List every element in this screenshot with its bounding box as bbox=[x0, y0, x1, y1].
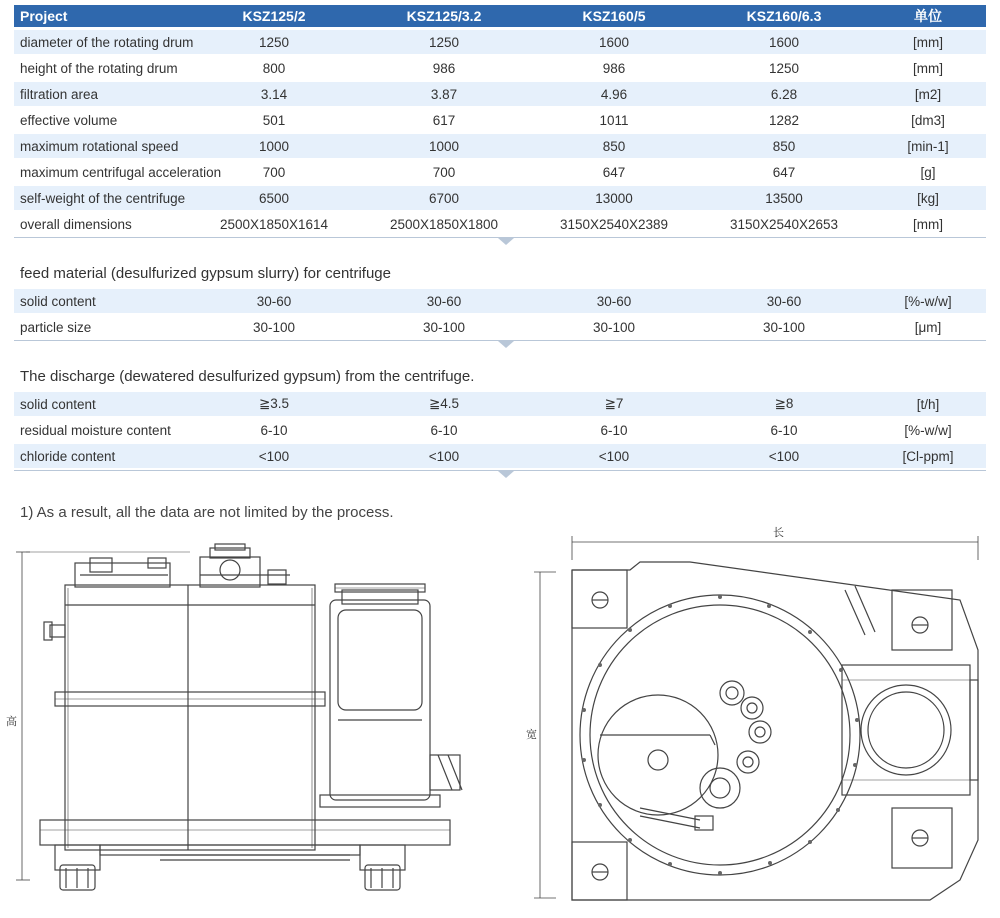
header-unit: 单位 bbox=[914, 8, 942, 24]
cell-value: 1250 bbox=[428, 34, 460, 50]
table-row bbox=[14, 160, 986, 184]
cell-unit: [t/h] bbox=[916, 396, 940, 412]
cell-value: 501 bbox=[262, 112, 286, 128]
cell-value: 6-10 bbox=[430, 422, 458, 438]
table-row bbox=[14, 186, 986, 210]
row-label: self-weight of the centrifuge bbox=[20, 190, 186, 206]
table-row bbox=[14, 418, 986, 442]
cell-unit: [m2] bbox=[914, 86, 942, 102]
table-row bbox=[14, 315, 986, 339]
cell-value: 2500X1850X1614 bbox=[219, 216, 329, 232]
length-dimension-label: 长 bbox=[773, 526, 784, 539]
cell-value: 850 bbox=[772, 138, 796, 154]
divider-arrow bbox=[498, 341, 514, 348]
cell-value: ≧7 bbox=[604, 396, 624, 411]
cell-value: 3150X2540X2653 bbox=[729, 216, 839, 232]
cell-value: 6500 bbox=[258, 190, 290, 206]
header-model-4: KSZ160/6.3 bbox=[746, 8, 822, 24]
cell-value: 30-60 bbox=[426, 293, 462, 309]
header-model-1: KSZ125/2 bbox=[242, 8, 306, 24]
cell-value: 30-60 bbox=[596, 293, 632, 309]
cell-value: ≧8 bbox=[774, 396, 794, 411]
cell-value: <100 bbox=[768, 448, 800, 464]
cell-value: 647 bbox=[602, 164, 626, 180]
height-dimension-label: 高 bbox=[6, 715, 17, 728]
cell-value: 1600 bbox=[768, 34, 800, 50]
cell-unit: [%-w/w] bbox=[904, 293, 952, 309]
cell-value: 986 bbox=[602, 60, 626, 76]
cell-value: <100 bbox=[428, 448, 460, 464]
cell-value: 30-100 bbox=[422, 319, 466, 335]
divider-arrow bbox=[498, 238, 514, 245]
row-label: effective volume bbox=[20, 112, 118, 128]
cell-unit: [dm3] bbox=[911, 112, 945, 128]
row-label: residual moisture content bbox=[20, 422, 171, 438]
centrifuge-plan-view-drawing bbox=[520, 520, 1000, 918]
table-row bbox=[14, 289, 986, 313]
cell-value: 700 bbox=[262, 164, 286, 180]
width-dimension-label: 宽 bbox=[526, 728, 537, 741]
footnote: 1) As a result, all the data are not limited by the process. bbox=[20, 504, 394, 521]
row-label: particle size bbox=[20, 319, 92, 335]
cell-unit: [μm] bbox=[914, 319, 942, 335]
row-label: maximum centrifugal acceleration bbox=[20, 164, 222, 180]
cell-unit: [Cl-ppm] bbox=[902, 448, 954, 464]
cell-value: 30-60 bbox=[766, 293, 802, 309]
cell-value: 1011 bbox=[599, 112, 629, 128]
cell-value: 1600 bbox=[598, 34, 630, 50]
table-row bbox=[14, 134, 986, 158]
cell-value: 6-10 bbox=[260, 422, 288, 438]
cell-value: 13000 bbox=[595, 190, 633, 206]
cell-value: 1282 bbox=[768, 112, 800, 128]
table-row bbox=[14, 82, 986, 106]
row-label: solid content bbox=[20, 396, 96, 412]
centrifuge-side-view-drawing bbox=[0, 530, 500, 918]
divider-arrow bbox=[498, 471, 514, 478]
cell-value: 30-100 bbox=[252, 319, 296, 335]
cell-value: 4.96 bbox=[600, 86, 628, 102]
cell-value: 3.87 bbox=[430, 86, 458, 102]
cell-value: 800 bbox=[262, 60, 286, 76]
cell-value: 6-10 bbox=[600, 422, 628, 438]
cell-value: 6.28 bbox=[770, 86, 798, 102]
cell-value: 6700 bbox=[428, 190, 460, 206]
cell-value: 850 bbox=[602, 138, 626, 154]
table-row bbox=[14, 108, 986, 132]
row-label: chloride content bbox=[20, 448, 116, 464]
cell-value: 1250 bbox=[258, 34, 290, 50]
table-row bbox=[14, 444, 986, 468]
cell-unit: [%-w/w] bbox=[904, 422, 952, 438]
cell-value: 30-100 bbox=[592, 319, 636, 335]
row-label: diameter of the rotating drum bbox=[20, 34, 194, 50]
table-row bbox=[14, 392, 986, 416]
header-project: Project bbox=[20, 8, 68, 24]
cell-value: 3150X2540X2389 bbox=[559, 216, 669, 232]
cell-unit: [mm] bbox=[913, 60, 943, 76]
table-row bbox=[14, 30, 986, 54]
cell-value: 647 bbox=[772, 164, 796, 180]
row-label: solid content bbox=[20, 293, 96, 309]
cell-value: 3.14 bbox=[260, 86, 288, 102]
cell-value: 13500 bbox=[765, 190, 803, 206]
cell-value: 1250 bbox=[768, 60, 800, 76]
header-model-2: KSZ125/3.2 bbox=[406, 8, 482, 24]
cell-value: 700 bbox=[432, 164, 456, 180]
row-label: maximum rotational speed bbox=[20, 138, 179, 154]
cell-unit: [g] bbox=[920, 164, 936, 180]
row-label: height of the rotating drum bbox=[20, 60, 178, 76]
cell-value: ≧3.5 bbox=[258, 396, 290, 411]
discharge-section-title: The discharge (dewatered desulfurized gypsum) from the centrifuge. bbox=[20, 368, 475, 385]
cell-value: <100 bbox=[598, 448, 630, 464]
cell-value: 1000 bbox=[428, 138, 460, 154]
cell-value: ≧4.5 bbox=[428, 396, 460, 411]
spec-table-header bbox=[14, 5, 986, 27]
header-model-3: KSZ160/5 bbox=[582, 8, 646, 24]
cell-unit: [mm] bbox=[913, 34, 943, 50]
table-row bbox=[14, 56, 986, 80]
table-row bbox=[14, 212, 986, 236]
cell-value: 30-60 bbox=[256, 293, 292, 309]
cell-unit: [min-1] bbox=[907, 138, 949, 154]
cell-value: 2500X1850X1800 bbox=[389, 216, 499, 232]
feed-section-title: feed material (desulfurized gypsum slurry) for centrifuge bbox=[20, 265, 391, 282]
row-label: filtration area bbox=[20, 86, 99, 102]
cell-unit: [mm] bbox=[913, 216, 943, 232]
cell-value: <100 bbox=[258, 448, 290, 464]
cell-value: 986 bbox=[432, 60, 456, 76]
row-label: overall dimensions bbox=[20, 216, 132, 232]
cell-value: 617 bbox=[432, 112, 456, 128]
cell-value: 30-100 bbox=[762, 319, 806, 335]
cell-value: 1000 bbox=[258, 138, 290, 154]
cell-unit: [kg] bbox=[917, 190, 939, 206]
cell-value: 6-10 bbox=[770, 422, 798, 438]
